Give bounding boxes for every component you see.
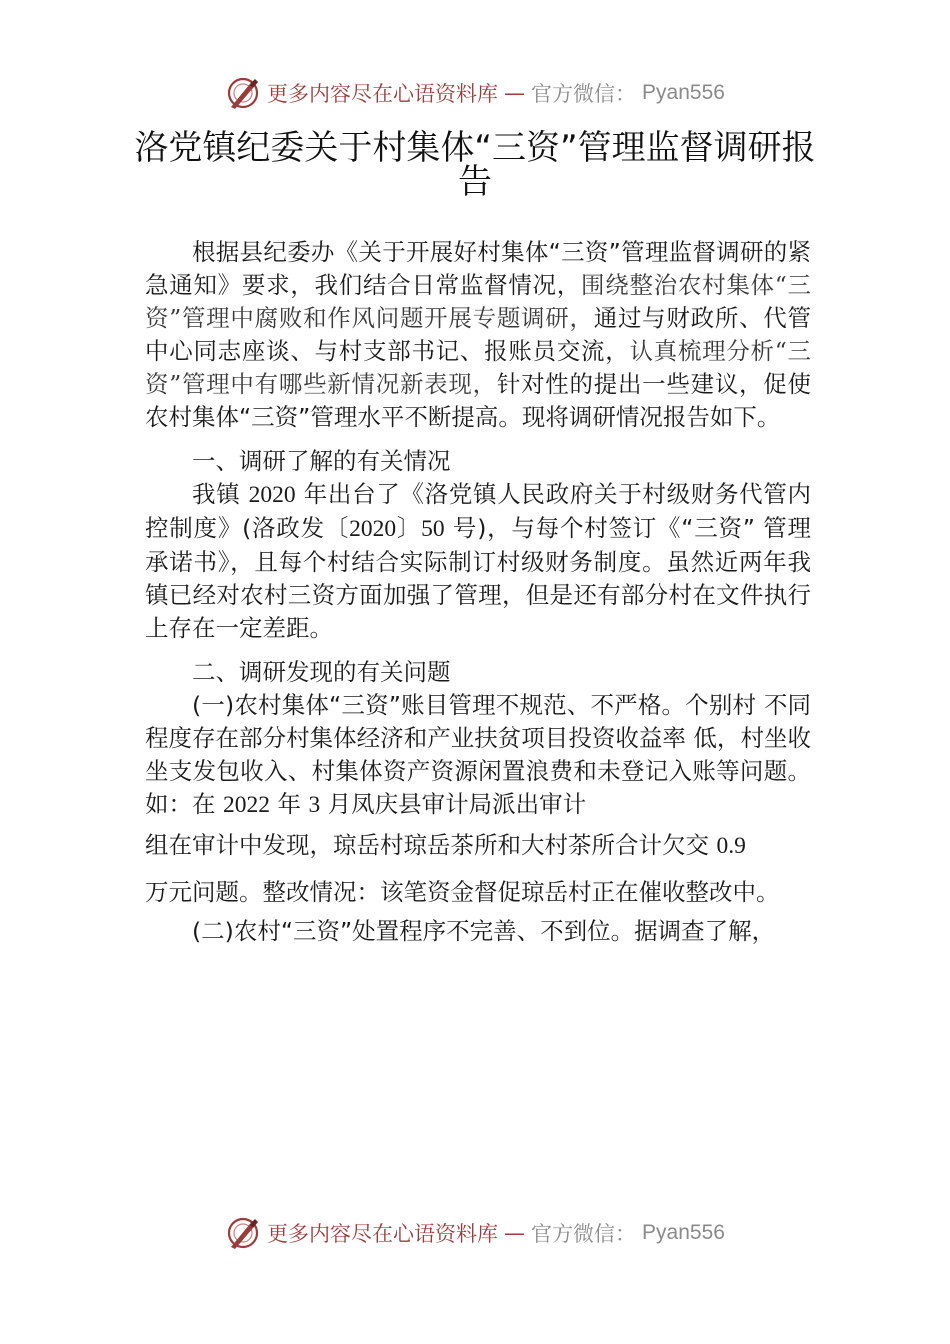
intro-part-3: 通过与财政所、代管中心同志座谈、与村支部书记、报账员交流， <box>145 304 812 365</box>
item-1-amount: 0.9 <box>716 833 746 859</box>
item-1-month: 3 <box>308 792 321 818</box>
section-1-text-b: 年出台了《洛党镇人民政府关于村级财务代管内控制度》(洛政发〔 <box>145 480 812 542</box>
pen-logo-icon <box>225 1215 261 1251</box>
section-1-text-c: 〕 <box>396 514 422 542</box>
watermark-text: 更多内容尽在心语资料库 <box>267 82 499 106</box>
section-1-year: 2020 <box>248 482 296 508</box>
watermark-wechat-id: Pyan556 <box>642 81 725 104</box>
item-1-year-unit: 年 <box>277 790 301 818</box>
document-title: 洛党镇纪委关于村集体“三资”管理监督调研报告 <box>134 128 816 202</box>
section-1-doc-year: 2020 <box>349 516 397 542</box>
item-1-tail: 月凤庆县审计局派出审计 <box>327 790 587 818</box>
watermark-text: 更多内容尽在心语资料库 <box>267 1222 499 1246</box>
intro-part-4: 认真梳理分析“三资”管理中有哪些新情况新表现， <box>145 337 812 398</box>
intro-paragraph <box>145 236 811 434</box>
section-1-heading: 一、调研了解的有关情况 <box>192 447 451 475</box>
watermark-wechat-label: 官方微信： <box>531 82 637 106</box>
section-2-item-2: (二)农村“三资”处置程序不完善、不到位。据调查了解， <box>192 917 776 945</box>
item-1-cont-1: 组在审计中发现，琼岳村琼岳茶所和大村茶所合计欠交 <box>145 831 709 859</box>
item-1-cont-2: 万元问题。整改情况：该笔资金督促琼岳村正在催收整改中。 <box>145 878 780 906</box>
section-2-item-1 <box>145 689 811 822</box>
watermark-footer <box>0 1211 950 1255</box>
section-2-heading: 二、调研发现的有关问题 <box>192 658 451 686</box>
intro-part-2: 围绕整治农村集体“三资”管理中腐败和作风问题开展专题调研， <box>145 271 812 332</box>
document-body <box>145 236 811 948</box>
intro-part-5: 针对性的提出一些建议，促使农村集体“三资”管理水平不断提高。现将调研情况报告如下。 <box>145 370 812 431</box>
watermark-wechat-id: Pyan556 <box>642 1221 725 1244</box>
intro-part-1: 根据县纪委办《关于开展好村集体“三资”管理监督调研的紧急通知》要求，我们结合日常监督情况， <box>145 238 811 299</box>
pen-logo-icon <box>225 75 261 111</box>
section-2-item-1-continued <box>145 822 811 915</box>
watermark-wechat-label: 官方微信： <box>531 1222 637 1246</box>
section-1-doc-no: 50 <box>421 516 445 542</box>
watermark-separator: — <box>504 81 526 105</box>
item-1-text: (一)农村集体“三资”账目管理不规范、不严格。个别村 不同程度存在部分村集体经济和产业扶贫项目投资收益率 低，村坐收坐支发包收入、村集体资产资源闲置浪费和未登记入账等问题。如：在 <box>145 691 811 818</box>
watermark-header <box>0 71 950 115</box>
section-1-paragraph <box>145 478 811 645</box>
item-1-year: 2022 <box>222 792 270 818</box>
watermark-separator: — <box>504 1221 526 1245</box>
section-1-text-a: 我镇 <box>192 480 241 508</box>
section-1-text-d: 号)，与每个村签订《“三资” 管理承诺书》，且每个村结合实际制订村级财务制度。虽然近两年我镇已经对农村三资方面加强了管理，但是还有部分村在文件执行上存在一定差距。 <box>145 514 811 642</box>
